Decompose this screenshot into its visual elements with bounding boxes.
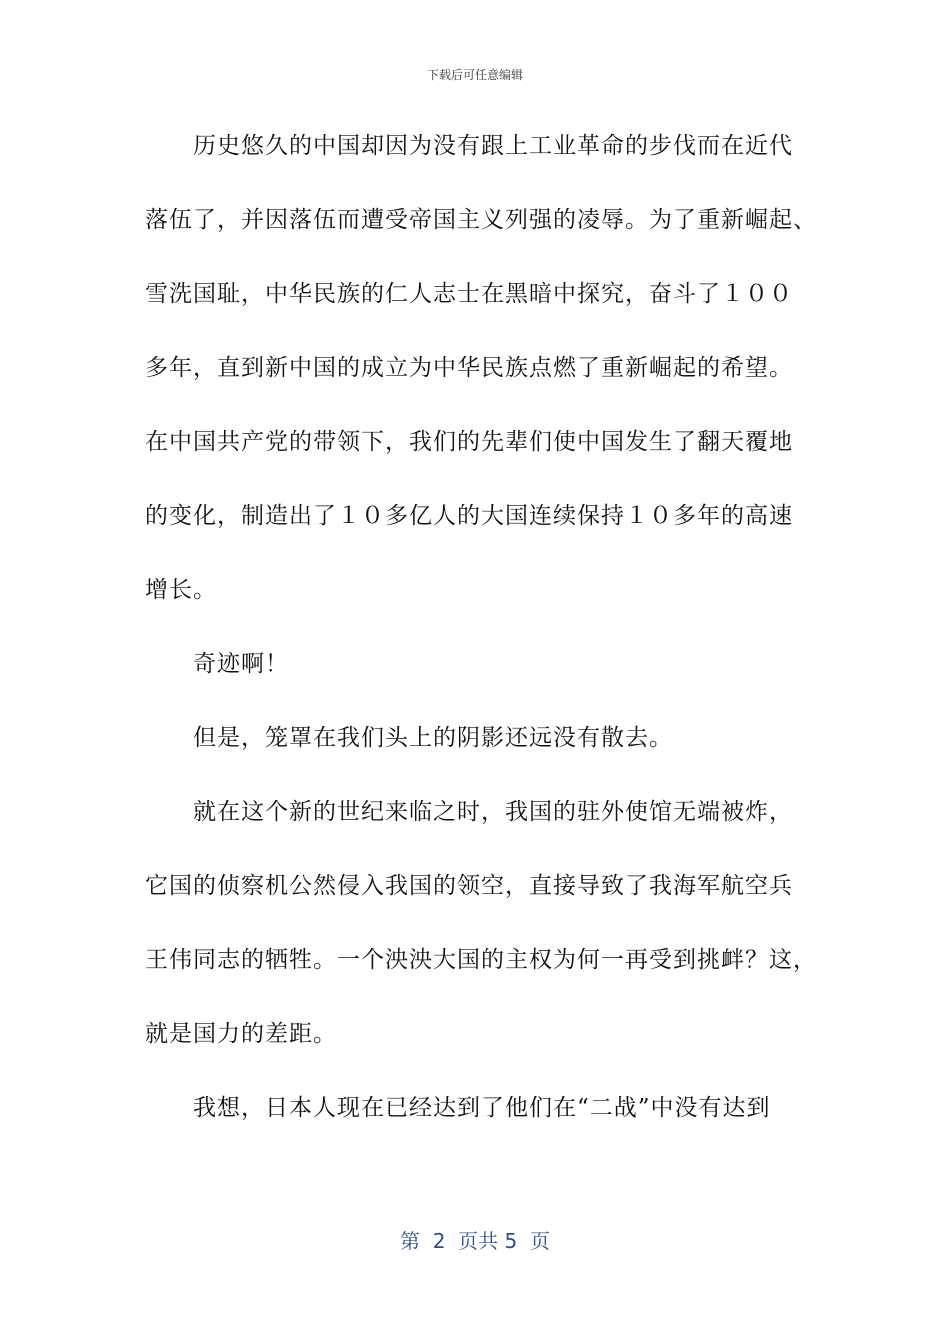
text-line: 就在这个新的世纪来临之时，我国的驻外使馆无端被炸，: [193, 799, 793, 825]
text-line: 雪洗国耻，中华民族的仁人志士在黑暗中探究，奋斗了１００: [145, 281, 793, 307]
text-line: 多年，直到新中国的成立为中华民族点燃了重新崛起的希望。: [145, 355, 793, 381]
text-line: 的变化，制造出了１０多亿人的大国连续保持１０多年的高速: [145, 503, 793, 529]
text-line: 但是，笼罩在我们头上的阴影还远没有散去。: [193, 725, 673, 751]
text-line: 奇迹啊！: [193, 651, 289, 677]
text-line: 我想，日本人现在已经达到了他们在“二战”中没有达到: [193, 1095, 771, 1121]
document-body: [145, 126, 825, 1162]
page-number-footer: 第 2 页共 5 页: [400, 1229, 550, 1253]
text-line: 在中国共产党的带领下，我们的先辈们使中国发生了翻天覆地: [145, 429, 793, 455]
text-line: 落伍了，并因落伍而遭受帝国主义列强的凌辱。为了重新崛起、: [145, 207, 817, 233]
text-line: 它国的侦察机公然侵入我国的领空，直接导致了我海军航空兵: [145, 873, 793, 899]
text-line: 就是国力的差距。: [145, 1021, 337, 1047]
page-header: 下载后可任意编辑: [426, 68, 523, 82]
text-line: 王伟同志的牺牲。一个泱泱大国的主权为何一再受到挑衅？这，: [145, 947, 817, 973]
text-line: 历史悠久的中国却因为没有跟上工业革命的步伐而在近代: [193, 133, 793, 159]
text-line: 增长。: [145, 577, 217, 603]
